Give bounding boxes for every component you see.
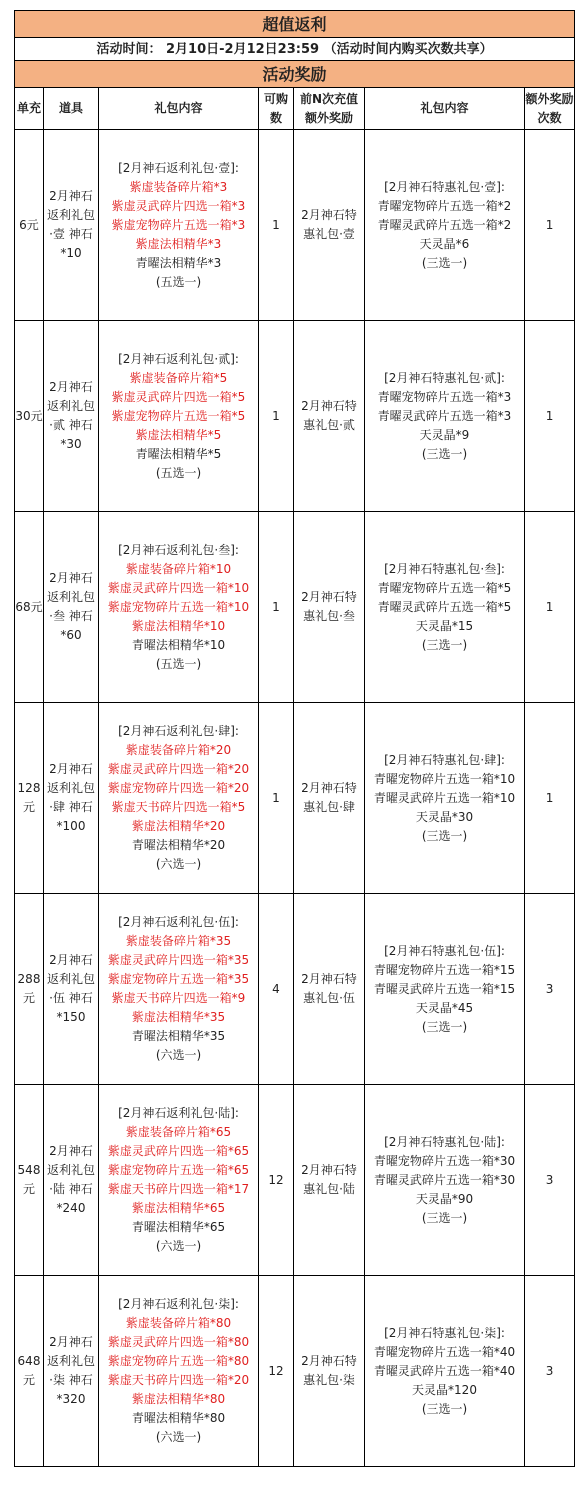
content2-item: 青曜灵武碎片五选一箱*5	[377, 599, 512, 614]
row-item: 2月神石返利礼包·柒 神石*320	[44, 1276, 99, 1467]
content2-item: 青曜灵武碎片五选一箱*2	[377, 217, 512, 232]
content-item: 青曜法相精华*3	[135, 255, 222, 270]
content-item-red: 紫虚法相精华*20	[131, 819, 226, 833]
content2-item: 天灵晶*120	[412, 1382, 477, 1397]
row-bonus: 2月神石特惠礼包·伍	[294, 894, 365, 1085]
content2-item: 青曜灵武碎片五选一箱*30	[373, 1172, 516, 1187]
content-item: (六选一)	[155, 1239, 202, 1253]
content-item-red: 紫虚宠物碎片五选一箱*80	[107, 1354, 250, 1368]
content2-item: 青曜灵武碎片五选一箱*3	[377, 408, 512, 423]
content-item: 青曜法相精华*10	[131, 637, 226, 652]
content2-item: 天灵晶*90	[415, 1191, 474, 1206]
header-content: 礼包内容	[99, 88, 259, 130]
content-item: (五选一)	[155, 656, 202, 671]
header-content2: 礼包内容	[365, 88, 525, 130]
content2-item: (三选一)	[421, 446, 468, 461]
content-item-red: 紫虚装备碎片箱*20	[125, 743, 232, 757]
row-content	[99, 321, 259, 512]
row-extra: 1	[525, 703, 575, 894]
content2-item: 青曜灵武碎片五选一箱*40	[373, 1363, 516, 1378]
row-limit: 1	[259, 321, 294, 512]
content-item-red: 紫虚天书碎片四选一箱*9	[111, 991, 246, 1005]
table-row	[15, 703, 575, 894]
content-title: [2月神石返利礼包·叁]:	[118, 542, 239, 557]
section-title: 活动奖励	[15, 61, 575, 88]
content-item-red: 紫虚法相精华*10	[131, 618, 226, 633]
activity-time: 活动时间： 2月10日-2月12日23:59 （活动时间内购买次数共享）	[15, 38, 575, 61]
content-title: [2月神石返利礼包·伍]:	[118, 915, 239, 929]
row-price: 30元	[15, 321, 44, 512]
header-item: 道具	[44, 88, 99, 130]
content2-item: 青曜宠物碎片五选一箱*3	[377, 389, 512, 404]
content2-item: 青曜宠物碎片五选一箱*10	[373, 771, 516, 786]
page-title: 超值返利	[15, 11, 575, 38]
content2-item: [2月神石特惠礼包·柒]:	[384, 1325, 505, 1340]
content2-item: 青曜灵武碎片五选一箱*15	[373, 981, 516, 996]
row-bonus: 2月神石特惠礼包·柒	[294, 1276, 365, 1467]
content-item-red: 紫虚法相精华*65	[131, 1201, 226, 1215]
row-bonus: 2月神石特惠礼包·壹	[294, 130, 365, 321]
row-content	[99, 1085, 259, 1276]
row-content	[99, 130, 259, 321]
row-limit: 12	[259, 1085, 294, 1276]
row-price: 288元	[15, 894, 44, 1085]
header-limit: 可购数	[259, 88, 294, 130]
row-content	[99, 894, 259, 1085]
content-item-red: 紫虚装备碎片箱*35	[125, 934, 232, 948]
content-item-red: 紫虚宠物碎片五选一箱*65	[107, 1163, 250, 1177]
content-item-red: 紫虚法相精华*5	[135, 427, 222, 442]
rebate-table	[14, 10, 575, 1467]
row-limit: 1	[259, 130, 294, 321]
row-extra: 1	[525, 130, 575, 321]
row-item: 2月神石返利礼包·贰 神石*30	[44, 321, 99, 512]
content-title: [2月神石返利礼包·壹]:	[118, 160, 239, 175]
content-item: (六选一)	[155, 1048, 202, 1062]
content2-item: 青曜灵武碎片五选一箱*10	[373, 790, 516, 805]
content2-item: 天灵晶*15	[415, 618, 474, 633]
content2-item: [2月神石特惠礼包·陆]:	[384, 1134, 505, 1149]
row-content2	[365, 1276, 525, 1467]
content2-item: [2月神石特惠礼包·肆]:	[384, 752, 505, 767]
row-content	[99, 703, 259, 894]
content2-item: (三选一)	[421, 828, 468, 843]
row-extra: 3	[525, 894, 575, 1085]
row-item: 2月神石返利礼包·伍 神石*150	[44, 894, 99, 1085]
content-item: (六选一)	[155, 1430, 202, 1444]
content2-item: [2月神石特惠礼包·叁]:	[384, 561, 505, 576]
content2-item: (三选一)	[421, 637, 468, 652]
content-item-red: 紫虚天书碎片四选一箱*5	[111, 800, 246, 814]
row-price: 548元	[15, 1085, 44, 1276]
row-content2	[365, 512, 525, 703]
content-item-red: 紫虚灵武碎片四选一箱*10	[107, 580, 250, 595]
content-item: 青曜法相精华*20	[131, 838, 226, 852]
content2-item: 天灵晶*45	[415, 1000, 474, 1015]
content-item-red: 紫虚灵武碎片四选一箱*20	[107, 762, 250, 776]
content-item: 青曜法相精华*80	[131, 1411, 226, 1425]
content-title: [2月神石返利礼包·柒]:	[118, 1297, 239, 1311]
content-item: 青曜法相精华*35	[131, 1029, 226, 1043]
header-bonus: 前N次充值额外奖励	[294, 88, 365, 130]
row-limit: 4	[259, 894, 294, 1085]
content-item-red: 紫虚法相精华*80	[131, 1392, 226, 1406]
content2-item: (三选一)	[421, 1019, 468, 1034]
table-row	[15, 321, 575, 512]
table-row	[15, 130, 575, 321]
row-price: 68元	[15, 512, 44, 703]
content-item-red: 紫虚装备碎片箱*3	[129, 179, 228, 194]
content-item-red: 紫虚天书碎片四选一箱*20	[107, 1373, 250, 1387]
content-item-red: 紫虚宠物碎片五选一箱*35	[107, 972, 250, 986]
content2-item: (三选一)	[421, 1210, 468, 1225]
content-item: (五选一)	[155, 274, 202, 289]
row-extra: 1	[525, 512, 575, 703]
content2-item: 青曜宠物碎片五选一箱*30	[373, 1153, 516, 1168]
content-item: 青曜法相精华*65	[131, 1220, 226, 1234]
row-bonus: 2月神石特惠礼包·陆	[294, 1085, 365, 1276]
row-price: 6元	[15, 130, 44, 321]
content-item: (五选一)	[155, 465, 202, 480]
content-item-red: 紫虚灵武碎片四选一箱*65	[107, 1144, 250, 1158]
content2-item: 青曜宠物碎片五选一箱*40	[373, 1344, 516, 1359]
content2-item: 天灵晶*6	[419, 236, 470, 251]
table-row	[15, 512, 575, 703]
content2-item: [2月神石特惠礼包·伍]:	[384, 943, 505, 958]
content-item: 青曜法相精华*5	[135, 446, 222, 461]
content2-item: 青曜宠物碎片五选一箱*5	[377, 580, 512, 595]
content2-item: 青曜宠物碎片五选一箱*15	[373, 962, 516, 977]
row-limit: 12	[259, 1276, 294, 1467]
row-item: 2月神石返利礼包·叁 神石*60	[44, 512, 99, 703]
content-item-red: 紫虚灵武碎片四选一箱*80	[107, 1335, 250, 1349]
row-extra: 3	[525, 1276, 575, 1467]
content-item-red: 紫虚装备碎片箱*65	[125, 1125, 232, 1139]
content-item-red: 紫虚法相精华*35	[131, 1010, 226, 1024]
row-price: 648元	[15, 1276, 44, 1467]
row-extra: 3	[525, 1085, 575, 1276]
content-item-red: 紫虚宠物碎片五选一箱*3	[111, 217, 246, 232]
row-extra: 1	[525, 321, 575, 512]
row-content	[99, 1276, 259, 1467]
row-content2	[365, 703, 525, 894]
row-content2	[365, 321, 525, 512]
content-item-red: 紫虚装备碎片箱*5	[129, 370, 228, 385]
content2-item: 青曜宠物碎片五选一箱*2	[377, 198, 512, 213]
row-item: 2月神石返利礼包·陆 神石*240	[44, 1085, 99, 1276]
row-item: 2月神石返利礼包·肆 神石*100	[44, 703, 99, 894]
row-item: 2月神石返利礼包·壹 神石*10	[44, 130, 99, 321]
row-content2	[365, 894, 525, 1085]
content-item: (六选一)	[155, 857, 202, 871]
content2-item: [2月神石特惠礼包·壹]:	[384, 179, 505, 194]
row-content	[99, 512, 259, 703]
content-item-red: 紫虚宠物碎片五选一箱*5	[111, 408, 246, 423]
content2-item: (三选一)	[421, 1401, 468, 1416]
table-body	[15, 130, 575, 1467]
row-limit: 1	[259, 512, 294, 703]
content2-item: 天灵晶*30	[415, 809, 474, 824]
content2-item: 天灵晶*9	[419, 427, 470, 442]
row-content2	[365, 1085, 525, 1276]
content-item-red: 紫虚灵武碎片四选一箱*5	[111, 389, 246, 404]
content-item-red: 紫虚宠物碎片四选一箱*20	[107, 781, 250, 795]
table-row	[15, 894, 575, 1085]
row-bonus: 2月神石特惠礼包·肆	[294, 703, 365, 894]
row-price: 128元	[15, 703, 44, 894]
row-bonus: 2月神石特惠礼包·叁	[294, 512, 365, 703]
content-title: [2月神石返利礼包·肆]:	[118, 724, 239, 738]
table-row	[15, 1276, 575, 1467]
content2-item: (三选一)	[421, 255, 468, 270]
content-item-red: 紫虚装备碎片箱*80	[125, 1316, 232, 1330]
header-extra: 额外奖励次数	[525, 88, 575, 130]
content-item-red: 紫虚灵武碎片四选一箱*3	[111, 198, 246, 213]
content-item-red: 紫虚宠物碎片五选一箱*10	[107, 599, 250, 614]
table-row	[15, 1085, 575, 1276]
content2-item: [2月神石特惠礼包·贰]:	[384, 370, 505, 385]
content-item-red: 紫虚法相精华*3	[135, 236, 222, 251]
content-title: [2月神石返利礼包·陆]:	[118, 1106, 239, 1120]
header-row	[15, 88, 575, 130]
content-title: [2月神石返利礼包·贰]:	[118, 351, 239, 366]
row-limit: 1	[259, 703, 294, 894]
header-price: 单充	[15, 88, 44, 130]
row-content2	[365, 130, 525, 321]
content-item-red: 紫虚天书碎片四选一箱*17	[107, 1182, 250, 1196]
content-item-red: 紫虚装备碎片箱*10	[125, 561, 232, 576]
content-item-red: 紫虚灵武碎片四选一箱*35	[107, 953, 250, 967]
row-bonus: 2月神石特惠礼包·贰	[294, 321, 365, 512]
